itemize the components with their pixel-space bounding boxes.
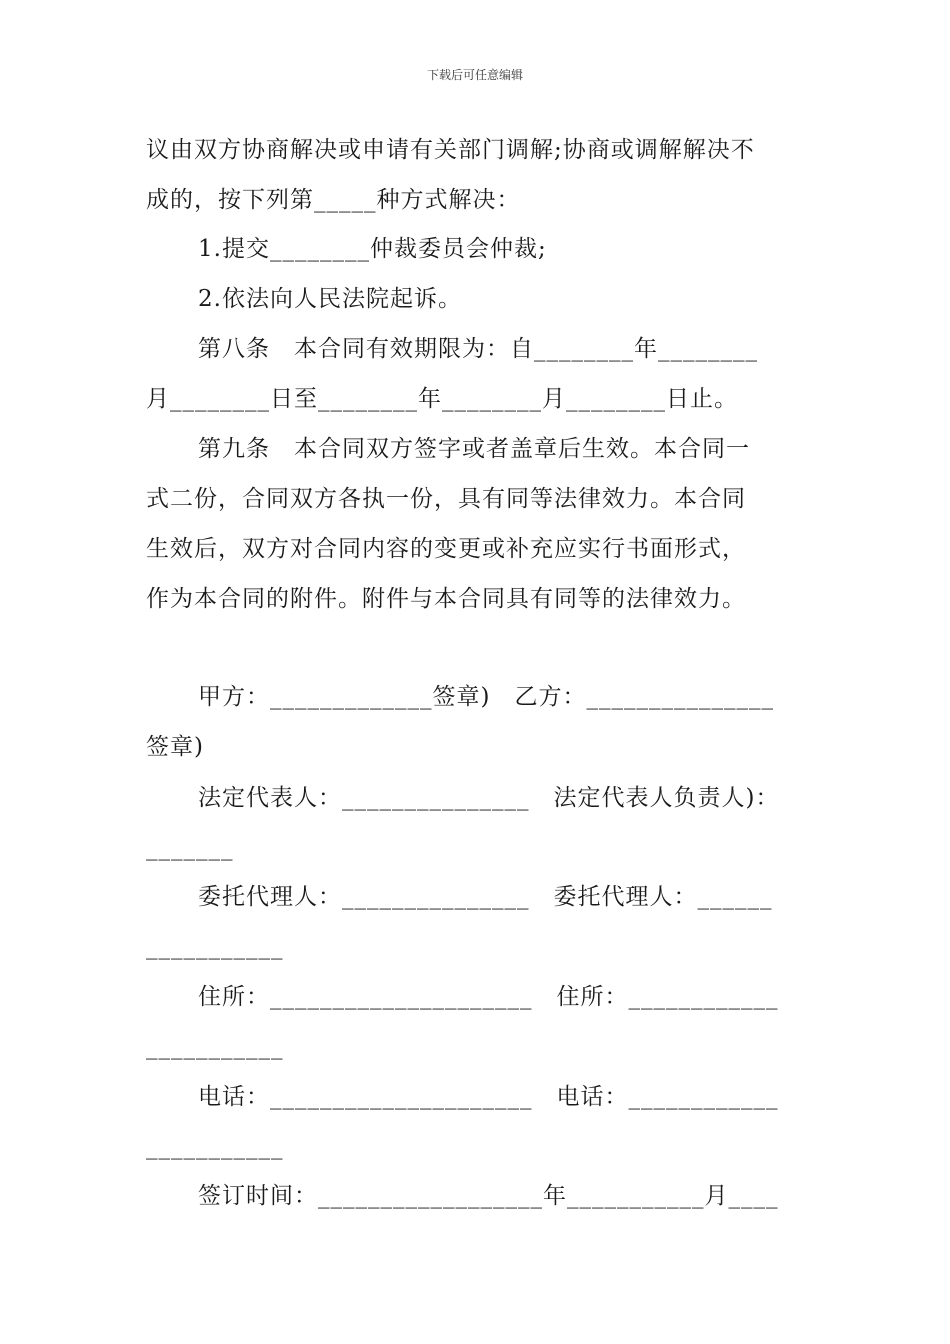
text-line-3: 1.提交________仲裁委员会仲裁; xyxy=(198,236,547,262)
page-header-note: 下载后可任意编辑 xyxy=(426,68,523,82)
text-line-7: 第九条 本合同双方签字或者盖章后生效。本合同一 xyxy=(198,436,750,462)
text-line-4: 2.依法向人民法院起诉。 xyxy=(198,286,462,312)
signing-date-line: 签订时间：__________________年___________月____ xyxy=(198,1183,779,1209)
legal-representative-continuation: _______ xyxy=(146,835,234,861)
text-line-8: 式二份，合同双方各执一份，具有同等法律效力。本合同 xyxy=(146,486,746,512)
address-line: 住所：_____________________ 住所：____________ xyxy=(198,984,779,1010)
text-line-1: 议由双方协商解决或申请有关部门调解;协商或调解解决不 xyxy=(146,137,755,163)
phone-line: 电话：_____________________ 电话：____________ xyxy=(198,1084,779,1110)
address-continuation: ___________ xyxy=(146,1034,284,1060)
agent-line: 委托代理人：_______________ 委托代理人：______ xyxy=(198,884,773,910)
text-line-9: 生效后，双方对合同内容的变更或补充应实行书面形式， xyxy=(146,536,746,562)
party-a-b-line: 甲方：_____________签章) 乙方：_______________ xyxy=(198,684,774,710)
text-line-10: 作为本合同的附件。附件与本合同具有同等的法律效力。 xyxy=(146,586,746,612)
text-line-5: 第八条 本合同有效期限为：自________年________ xyxy=(198,336,758,362)
text-line-6: 月________日至________年________月________日止。 xyxy=(146,386,738,412)
phone-continuation: ___________ xyxy=(146,1134,284,1160)
seal-line: 签章) xyxy=(146,734,204,760)
text-line-2: 成的，按下列第_____种方式解决： xyxy=(146,187,521,213)
legal-representative-line: 法定代表人：_______________ 法定代表人负责人)： xyxy=(198,785,780,811)
agent-continuation: ___________ xyxy=(146,934,284,960)
